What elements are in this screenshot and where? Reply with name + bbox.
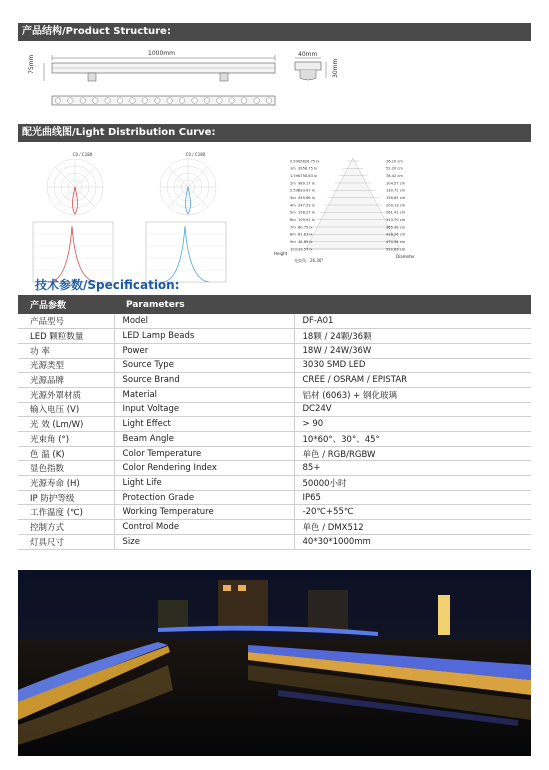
spec-row (18, 373, 531, 388)
spec-param-en: Source Brand (114, 373, 294, 388)
led-bead (154, 98, 160, 104)
spec-header-en: Parameters (114, 295, 294, 314)
led-bead (142, 98, 148, 104)
spec-param-cn: 工作温度 (℃) (18, 505, 114, 520)
cone-diameter-label: 418.26 cm (386, 232, 406, 237)
spec-param-en: Material (114, 387, 294, 402)
led-bead (192, 98, 198, 104)
cone-lux-label: 158.27 lx (298, 210, 315, 215)
height-label: 75mm (28, 54, 35, 74)
spec-table (18, 295, 531, 550)
spec-param-cn: 灯具尺寸 (18, 534, 114, 549)
cone-dist-label: 1m (290, 166, 296, 171)
spec-param-cn: 光源类型 (18, 358, 114, 373)
led-bead (229, 98, 235, 104)
led-bead (105, 98, 111, 104)
spec-row (18, 358, 531, 373)
cone-lux-label: 3956.75 lx (298, 166, 318, 171)
spec-param-cn: 光源寿命 (H) (18, 476, 114, 491)
led-bead (117, 98, 123, 104)
depth-label: 30mm (332, 58, 339, 78)
spec-value: 85+ (294, 461, 531, 476)
spec-param-en: Protection Grade (114, 490, 294, 505)
cone-lux-label: 15826.75 lx (298, 159, 320, 164)
led-bead (130, 98, 136, 104)
night-scene-photo (18, 570, 531, 756)
spec-param-cn: 输入电压 (V) (18, 402, 114, 417)
spec-param-en: Color Rendering Index (114, 461, 294, 476)
led-bead (179, 98, 185, 104)
cone-diameter-label: 26.10 cm (386, 159, 403, 164)
cone-dist-label: 2m (290, 181, 296, 186)
spec-header-cn: 产品参数 (18, 295, 114, 314)
cone-dist-label: 6m (290, 217, 296, 222)
spec-value: 40*30*1000mm (294, 534, 531, 549)
spec-row (18, 490, 531, 505)
cone-dist-label: 1.5m (290, 173, 300, 178)
spec-row (18, 446, 531, 461)
cone-diameter-label: 365.98 cm (386, 225, 406, 230)
polar-title-right: C0 / C180 (185, 152, 206, 157)
spec-param-en: Source Type (114, 358, 294, 373)
spec-param-cn: 色 温 (K) (18, 446, 114, 461)
spec-value: 铝材 (6063) + 钢化玻璃 (294, 387, 531, 402)
spec-param-en: Color Temperature (114, 446, 294, 461)
cone-diameter-label: 52.20 cm (386, 166, 403, 171)
spec-value: > 90 (294, 417, 531, 432)
led-bead (254, 98, 260, 104)
cone-lux-label: 80.75 lx (298, 225, 313, 230)
led-bead (241, 98, 247, 104)
spec-param-cn: 光源外罩材质 (18, 387, 114, 402)
cone-dist-label: 2.5m (290, 188, 300, 193)
spec-row (18, 343, 531, 358)
cone-dist-label: 4m (290, 203, 296, 208)
led-bead (68, 98, 74, 104)
spec-param-en: LED Lamp Beads (114, 329, 294, 344)
spec-param-cn: IP 防护等级 (18, 490, 114, 505)
spec-param-en: Light Effect (114, 417, 294, 432)
cone-lux-label: 439.66 lx (298, 195, 315, 200)
led-bead (167, 98, 173, 104)
cone-dist-label: 0.5m (290, 159, 300, 164)
spec-param-cn: LED 颗粒数量 (18, 329, 114, 344)
spec-row (18, 387, 531, 402)
spec-row (18, 329, 531, 344)
spec-param-cn: 功 率 (18, 343, 114, 358)
cone-diameter-label: 470.54 cm (386, 239, 406, 244)
spec-row (18, 314, 531, 329)
cone-dist-label: 8m (290, 232, 296, 237)
spec-header-row (18, 295, 531, 314)
spec-row (18, 461, 531, 476)
cone-lux-label: 989.17 lx (298, 181, 315, 186)
led-bead (217, 98, 223, 104)
cone-diameter-label: 78.42 cm (386, 173, 403, 178)
cone-dist-label: 9m (290, 239, 296, 244)
spec-value: -20℃+55℃ (294, 505, 531, 520)
spec-param-en: Model (114, 314, 294, 329)
spec-row (18, 520, 531, 535)
spec-param-cn: 产品型号 (18, 314, 114, 329)
spec-param-en: Input Voltage (114, 402, 294, 417)
spec-row (18, 432, 531, 447)
spec-param-cn: 光源品牌 (18, 373, 114, 388)
spec-param-cn: 控制方式 (18, 520, 114, 535)
spec-value: DC24V (294, 402, 531, 417)
cone-diameter-label: 156.85 cm (386, 195, 406, 200)
spec-param-en: Size (114, 534, 294, 549)
length-label: 1000mm (148, 50, 175, 57)
cone-diameter-label: 522.83 cm (386, 247, 406, 252)
spec-row (18, 534, 531, 549)
section-title-structure: 产品结构/Product Structure: (18, 23, 531, 41)
spec-param-en: Beam Angle (114, 432, 294, 447)
spec-row (18, 505, 531, 520)
spec-row (18, 476, 531, 491)
cone-diameter-label: 313.70 cm (386, 217, 406, 222)
spec-value: 单色 / RGB/RGBW (294, 446, 531, 461)
cone-diameter-label: 130.71 cm (386, 188, 406, 193)
spec-param-cn: 显色指数 (18, 461, 114, 476)
spec-value: 18W / 24W/36W (294, 343, 531, 358)
spec-title: 技术参数/Specification: (35, 278, 180, 292)
spec-param-cn: 光束角 (°) (18, 432, 114, 447)
led-bead (55, 98, 61, 104)
width-label: 40mm (298, 51, 318, 58)
spec-param-en: Power (114, 343, 294, 358)
cone-dist-label: 7m (290, 225, 296, 230)
spec-row (18, 402, 531, 417)
cone-lux-label: 633.07 lx (298, 188, 315, 193)
spec-value: IP65 (294, 490, 531, 505)
spec-param-en: Working Temperature (114, 505, 294, 520)
spec-value: 单色 / DMX512 (294, 520, 531, 535)
cone-dist-label: 3m (290, 195, 296, 200)
led-bead (266, 98, 272, 104)
spec-value: DF-A01 (294, 314, 531, 329)
polar-title-left: C0 / C180 (72, 152, 93, 157)
height-axis-label: Height (274, 251, 288, 256)
beam-angle-label: 光束角：26.30° (294, 258, 324, 263)
spec-param-en: Light Life (114, 476, 294, 491)
cone-diameter-label: 209.13 cm (386, 203, 406, 208)
spec-header-value (294, 295, 531, 314)
diameter-axis-label: Diameter (396, 254, 415, 259)
spec-value: 50000小时 (294, 476, 531, 491)
cone-lux-label: 48.85 lx (298, 239, 313, 244)
led-bead (92, 98, 98, 104)
section-title-distribution: 配光曲线图/Light Distribution Curve: (18, 124, 531, 142)
spec-value: 10*60°、30°、45° (294, 432, 531, 447)
spec-value: CREE / OSRAM / EPISTAR (294, 373, 531, 388)
cone-lux-label: 247.29 lx (298, 203, 315, 208)
spec-row (18, 417, 531, 432)
spec-param-cn: 光 效 (Lm/W) (18, 417, 114, 432)
spec-value: 18颗 / 24颗/36颗 (294, 329, 531, 344)
spec-param-en: Control Mode (114, 520, 294, 535)
cone-lux-label: 1758.83 lx (298, 173, 318, 178)
led-bead (204, 98, 210, 104)
cone-lux-label: 109.91 lx (298, 217, 315, 222)
cone-diameter-label: 261.41 cm (386, 210, 406, 215)
spec-value: 3030 SMD LED (294, 358, 531, 373)
cone-dist-label: 5m (290, 210, 296, 215)
cone-dist-label: 10m (290, 247, 299, 252)
cone-diameter-label: 104.57 cm (386, 181, 406, 186)
led-bead (80, 98, 86, 104)
cone-lux-label: 39.57 lx (298, 247, 313, 252)
structure-drawing (30, 48, 350, 110)
cone-lux-label: 61.83 lx (298, 232, 313, 237)
illuminance-cone-chart (274, 155, 418, 265)
